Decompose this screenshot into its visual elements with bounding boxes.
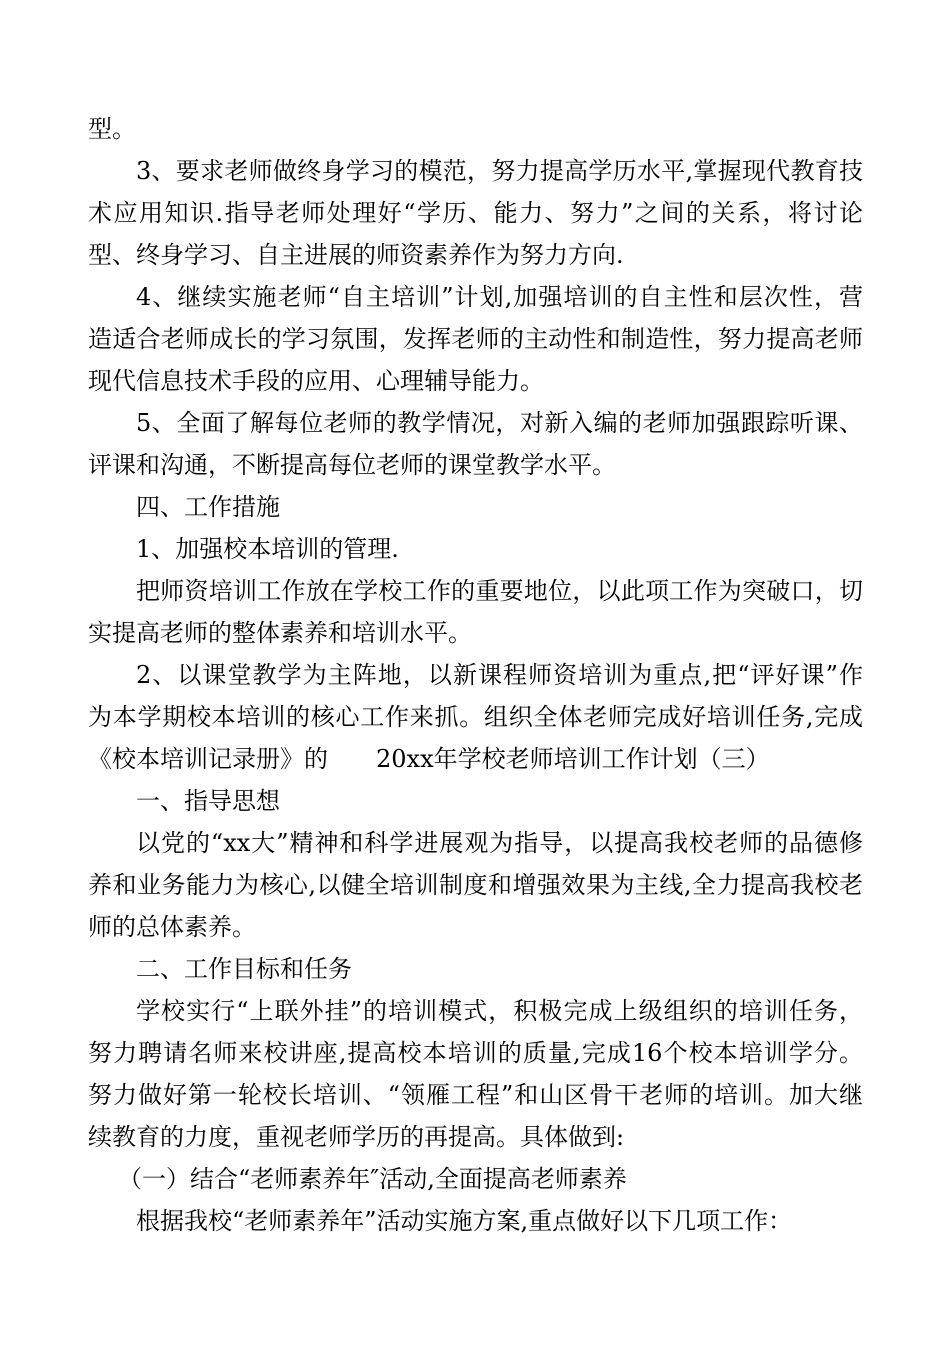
text-line-18: 以党的“xx大”精神和科学进展观为指导，以提高我校老师的品德修 bbox=[136, 829, 863, 857]
section-heading-measures: 四、工作措施 bbox=[136, 493, 280, 521]
text-line-16: 《校本培训记录册》的 20xx年学校老师培训工作计划（三） bbox=[88, 745, 770, 773]
text-line-8: 5、全面了解每位老师的教学情况，对新入编的老师加强跟踪听课、 bbox=[136, 409, 863, 437]
text-line-9: 评课和沟通，不断提高每位老师的课堂教学水平。 bbox=[88, 451, 616, 479]
subsection-heading-1: （一）结合“老师素养年″活动,全面提高老师素养 bbox=[118, 1165, 627, 1193]
text-line-5: 4、继续实施老师“自主培训”计划,加强培训的自主性和层次性，营 bbox=[136, 283, 863, 311]
text-line-15: 为本学期校本培训的核心工作来抓。组织全体老师完成好培训任务,完成 bbox=[88, 703, 863, 731]
text-line-2: 3、要求老师做终身学习的模范，努力提高学历水平,掌握现代教育技 bbox=[136, 157, 863, 185]
text-line-6: 造适合老师成长的学习氛围，发挥老师的主动性和制造性，努力提高老师 bbox=[88, 325, 863, 353]
text-line-12: 把师资培训工作放在学校工作的重要地位，以此项工作为突破口，切 bbox=[136, 577, 863, 605]
section-heading-goals: 二、工作目标和任务 bbox=[136, 955, 352, 983]
text-line-19: 养和业务能力为核心,以健全培训制度和增强效果为主线,全力提高我校老 bbox=[88, 871, 863, 899]
text-line-14: 2、以课堂教学为主阵地，以新课程师资培训为重点,把“评好课”作 bbox=[136, 661, 863, 689]
section-heading-guiding-thought: 一、指导思想 bbox=[136, 787, 280, 815]
text-line-13: 实提高老师的整体素养和培训水平。 bbox=[88, 619, 472, 647]
text-line-22: 学校实行“上联外挂”的培训模式，积极完成上级组织的培训任务， bbox=[136, 997, 863, 1025]
text-line-11: 1、加强校本培训的管理. bbox=[136, 535, 399, 563]
text-line-23: 努力聘请名师来校讲座,提高校本培训的质量,完成16个校本培训学分。 bbox=[88, 1039, 863, 1067]
text-line-4: 型、终身学习、自主进展的师资素养作为努力方向. bbox=[88, 241, 624, 269]
text-line-24: 努力做好第一轮校长培训、“领雁工程”和山区骨干老师的培训。加大继 bbox=[88, 1081, 863, 1109]
text-line-3: 术应用知识.指导老师处理好“学历、能力、努力”之间的关系，将讨论 bbox=[88, 199, 863, 227]
text-line-1: 型。 bbox=[88, 115, 136, 143]
text-line-27: 根据我校“老师素养年”活动实施方案,重点做好以下几项工作： bbox=[136, 1207, 793, 1235]
text-line-7: 现代信息技术手段的应用、心理辅导能力。 bbox=[88, 367, 544, 395]
text-line-20: 师的总体素养。 bbox=[88, 913, 256, 941]
text-line-25: 续教育的力度，重视老师学历的再提高。具体做到: bbox=[88, 1123, 625, 1151]
